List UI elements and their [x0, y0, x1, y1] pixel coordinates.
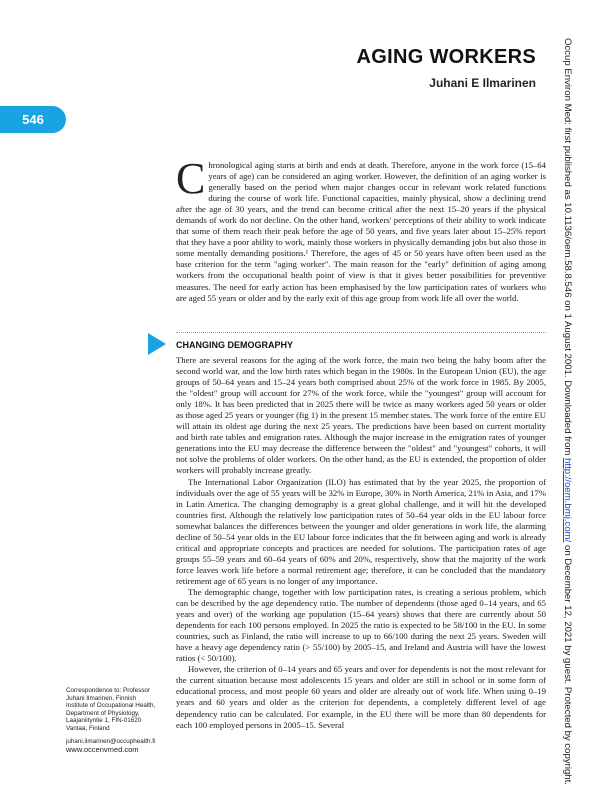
- side-note-suffix: on December 12, 2021 by guest. Protected by copyright.: [562, 542, 573, 785]
- footer-url[interactable]: www.occenvmed.com: [66, 745, 139, 754]
- section-divider: [176, 332, 546, 333]
- article-abstract: [176, 154, 546, 304]
- correspondence-block: [66, 687, 170, 745]
- body-paragraph: However, the criterion of 0–14 years and 65 years and over for dependents is not the most relevant for the current situation because most adolescents 15 years and older are still in school or in some form of educational process, and most people 60 years and older are already out of work life. When using 0–19 years and 60 years and older as the criterion for dependents, a completely different level of age dependency ratio can be calculated. For example, in the EU there will be more than 80 dependents for each 100 employed persons in 2005–15. Several: [176, 664, 546, 730]
- drop-cap: C: [176, 154, 206, 203]
- body-paragraph: The demographic change, together with low participation rates, is creating a serious problem, which can be described by the age dependency ratio. The number of dependents (those aged 0–14 years, and 65 years and over) of the working age population (15–64 years) shows that there are currently about 50 dependents for each 100 persons employed. In 2025 the ratio is expected to be 58/100 in the EU. In some countries, such as Finland, the ratio will increase to up to 66/100 during the next 25 years. Sweden will have a heavy age dependency ratio (> 55/100) by 2005–15, and Ireland and Austria will have the lowest ratios (< 50/100).: [176, 586, 546, 664]
- correspondence-line: Institute of Occupational Health,: [66, 702, 156, 710]
- article-author: Juhani E Ilmarinen: [429, 76, 536, 90]
- correspondence-line: Juhani Ilmarinen, Finnish: [66, 694, 137, 702]
- correspondence-line: Vantaa, Finland: [66, 724, 110, 732]
- abstract-paragraph: hronological aging starts at birth and ends at death. Therefore, anyone in the work force (15–64 years of age) can be considered an aging worker. However, the definition of an aging worker is generally based on the period when major changes occur in relevant work related functions during the course of work life. Functional capacities, mainly physical, show a declining trend after the age of 30 years, and the trend can become critical after the next 15–20 years if the physical demands of work do not decline. On the other hand, workers' perceptions of their ability to work indicate that some of them reach their peak before the age of 50 years, and five years later about 15–25% report that they have a poor ability to work, mainly those workers in physically demanding jobs but also those in some mentally demanding positions.¹ Therefore, the ages of 45 or 50 years have often been used as the base criterion for the term "aging worker". The main reason for the "early" definition of aging among workers from the occupational health point of view is that it gives better possibilities for preventive measures. The need for early action has been emphasised by the low participation rates of workers who are aged 55 years or older and by the early exit of this age group from work life all over the world.: [176, 160, 546, 303]
- side-note-link[interactable]: http://oem.bmj.com/: [562, 458, 573, 543]
- body-paragraph: The International Labor Organization (ILO) has estimated that by the year 2025, the proportion of individuals over the age of 55 years will be 32% in Europe, 30% in North America, 21% in Asia, and 17% in Latin America. The changing demography is a great global challenge, and it will hit the developed countries first. Although the relatively low participation rates of 50–64 year olds in the EU labour force somewhat balances the differences between the younger and older generations in work life, the alarming decline of 50–54 year olds in the EU labour force indicates that the fit between aging and work is already critical and appropriate concepts and practices are needed for solutions. The participation rates of age groups 55–59 years and 60–64 years of 60% and 20%, respectively, show that the majority of the work force leaves work life before a normal retirement age; therefore, it can be concluded that the mandatory retirement age of 65 years is no longer of any importance.: [176, 476, 546, 586]
- section-heading: CHANGING DEMOGRAPHY: [176, 340, 294, 350]
- body-paragraph: There are several reasons for the aging of the work force, the main two being the baby boom after the second world war, and the low birth rates which began in the 1980s. In the European Union (EU), the age groups of 50–64 years and 15–24 years both comprised about 25% of the work force in 1985. By 2005, the "oldest" group will account for 27% of the work force, while the "youngest" group will account for only 18%. It has been predicted that in 2025 there will be twice as many workers aged 50 years or older as those aged 25 years or younger (fig 1) in the present 15 member states. The work force of the entire EU will attain its oldest age during the next 25 years. The predictions have been based on current mortality and birth rate tables and emigration rates. Although the major increase in the emigration rates of younger generations into the EU may decrease the difference between the "oldest" and "youngest" cohorts, it will not solve the problems of older workers. On the other hand, as the EU is extended, the proportion of older workers will probably increase greatly.: [176, 355, 546, 476]
- correspondence-email[interactable]: juhani.ilmarinen@occuphealth.fi: [66, 737, 156, 745]
- correspondence-line: Laajaniityntie 1, FIN-01620: [66, 717, 142, 725]
- side-citation-note: [562, 38, 573, 785]
- page-number-tab: 546: [0, 106, 66, 133]
- correspondence-line: Department of Physiology,: [66, 709, 140, 717]
- side-note-prefix: Occup Environ Med: first published as 10.1136/oem.58.8.546 on 1 August 2001. Downloaded from: [562, 38, 573, 459]
- correspondence-line: Correspondence to: Professor: [66, 687, 151, 694]
- section-arrow-icon: [148, 333, 166, 355]
- section-body: [176, 355, 546, 731]
- article-title: AGING WORKERS: [356, 46, 536, 68]
